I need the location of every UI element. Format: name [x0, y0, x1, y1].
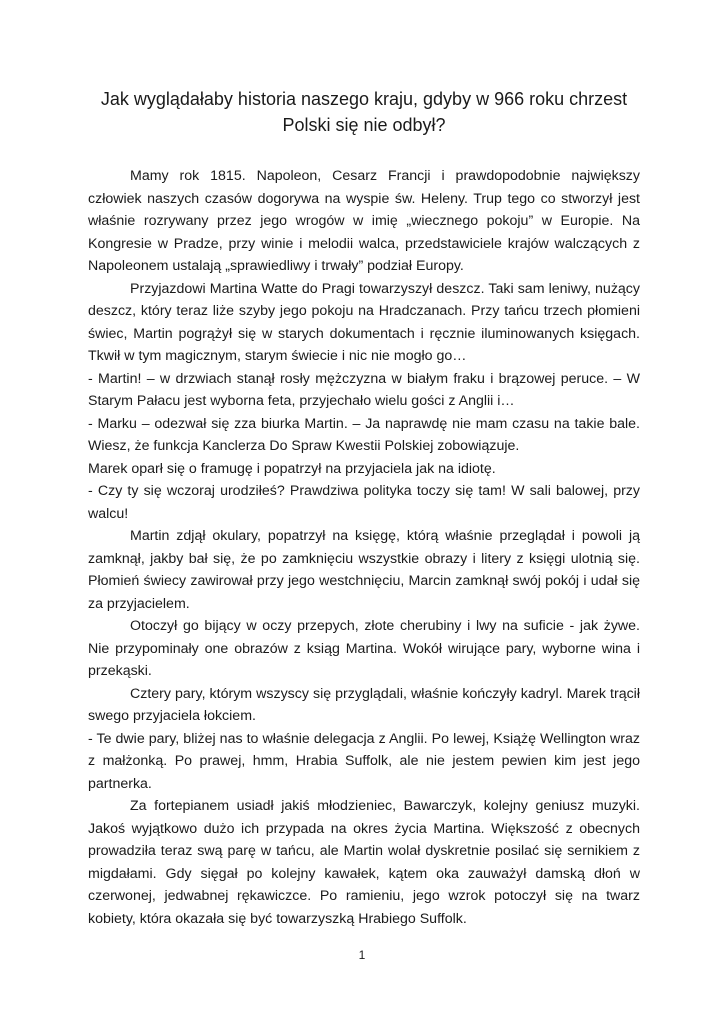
paragraph: Mamy rok 1815. Napoleon, Cesarz Francji i prawdopodobnie największy człowiek naszych czasów dogorywa na wyspie św. Heleny. Trup tego co stworzył jest właśnie rozrywany przez jego wrogów w imię „wiecznego pokoju” w Europie. Na Kongresie w Pradze, przy winie i melodii walca, przedstawiciele krajów walczących z Napoleonem ustalają „sprawiedliwy i trwały” podział Europy. [88, 168, 640, 274]
paragraph: - Czy ty się wczoraj urodziłeś? Prawdziwa polityka toczy się tam! W sali balowej, przy walcu! [88, 483, 640, 522]
document-page [88, 86, 640, 930]
title-line-2: Polski się nie odbył? [282, 115, 446, 135]
page-number: 1 [358, 948, 366, 962]
paragraph: Za fortepianem usiadł jakiś młodzieniec, Bawarczyk, kolejny geniusz muzyki. Jakoś wyjątkowo dużo ich przypada na okres życia Martina. Większość z obecnych prowadziła teraz swą parę w tańcu, ale Martin wolał dyskretnie posilać się sernikiem z migdałami. Gdy sięgał po kolejny kawałek, kątem oka zauważył damską dłoń w czerwonej, jedwabnej rękawiczce. Po ramieniu, jego wzrok potoczył się na twarz kobiety, która okazała się być towarzyszką Hrabiego Suffolk. [88, 798, 640, 927]
paragraph: - Martin! – w drzwiach stanął rosły mężczyzna w białym fraku i brązowej peruce. – W Starym Pałacu jest wyborna feta, przyjechało wielu gości z Anglii i… [88, 370, 640, 409]
paragraph: - Marku – odezwał się zza biurka Martin. – Ja naprawdę nie mam czasu na takie bale. Wiesz, że funkcja Kanclerza Do Spraw Kwestii Polskiej zobowiązuje. [88, 415, 640, 454]
document-title [88, 86, 640, 138]
paragraph: Marek oparł się o framugę i popatrzył na przyjaciela jak na idiotę. [88, 460, 496, 477]
paragraph: Martin zdjął okulary, popatrzył na księgę, którą właśnie przeglądał i powoli ją zamknął, jakby bał się, że po zamknięciu wszystkie obrazy i litery z księgi ulotnią się. Płomień świecy zawirował przy jego westchnięciu, Marcin zamknął swój pokój i udał się za przyjacielem. [88, 528, 640, 612]
paragraph: - Te dwie pary, bliżej nas to właśnie delegacja z Anglii. Po lewej, Książę Wellington wraz z małżonką. Po prawej, hmm, Hrabia Suffolk, ale nie jestem pewien kim jest jego partnerka. [88, 730, 640, 792]
title-line-1: Jak wyglądałaby historia naszego kraju, gdyby w 966 roku chrzest [100, 89, 628, 109]
paragraph: Cztery pary, którym wszyscy się przyglądali, właśnie kończyły kadryl. Marek trącił swego przyjaciela łokciem. [88, 685, 640, 724]
paragraph: Przyjazdowi Martina Watte do Pragi towarzyszył deszcz. Taki sam leniwy, nużący deszcz, który teraz liże szyby jego pokoju na Hradczanach. Przy tańcu trzech płomieni świec, Martin pogrążył się w starych dokumentach i ręcznie iluminowanych księgach. Tkwił w tym magicznym, starym świecie i nic nie mogło go… [88, 280, 640, 364]
document-body [88, 165, 640, 930]
paragraph: Otoczył go bijący w oczy przepych, złote cherubiny i lwy na suficie - jak żywe. Nie przypominały one obrazów z ksiąg Martina. Wokół wirujące pary, wyborne wina i przekąski. [88, 618, 640, 679]
